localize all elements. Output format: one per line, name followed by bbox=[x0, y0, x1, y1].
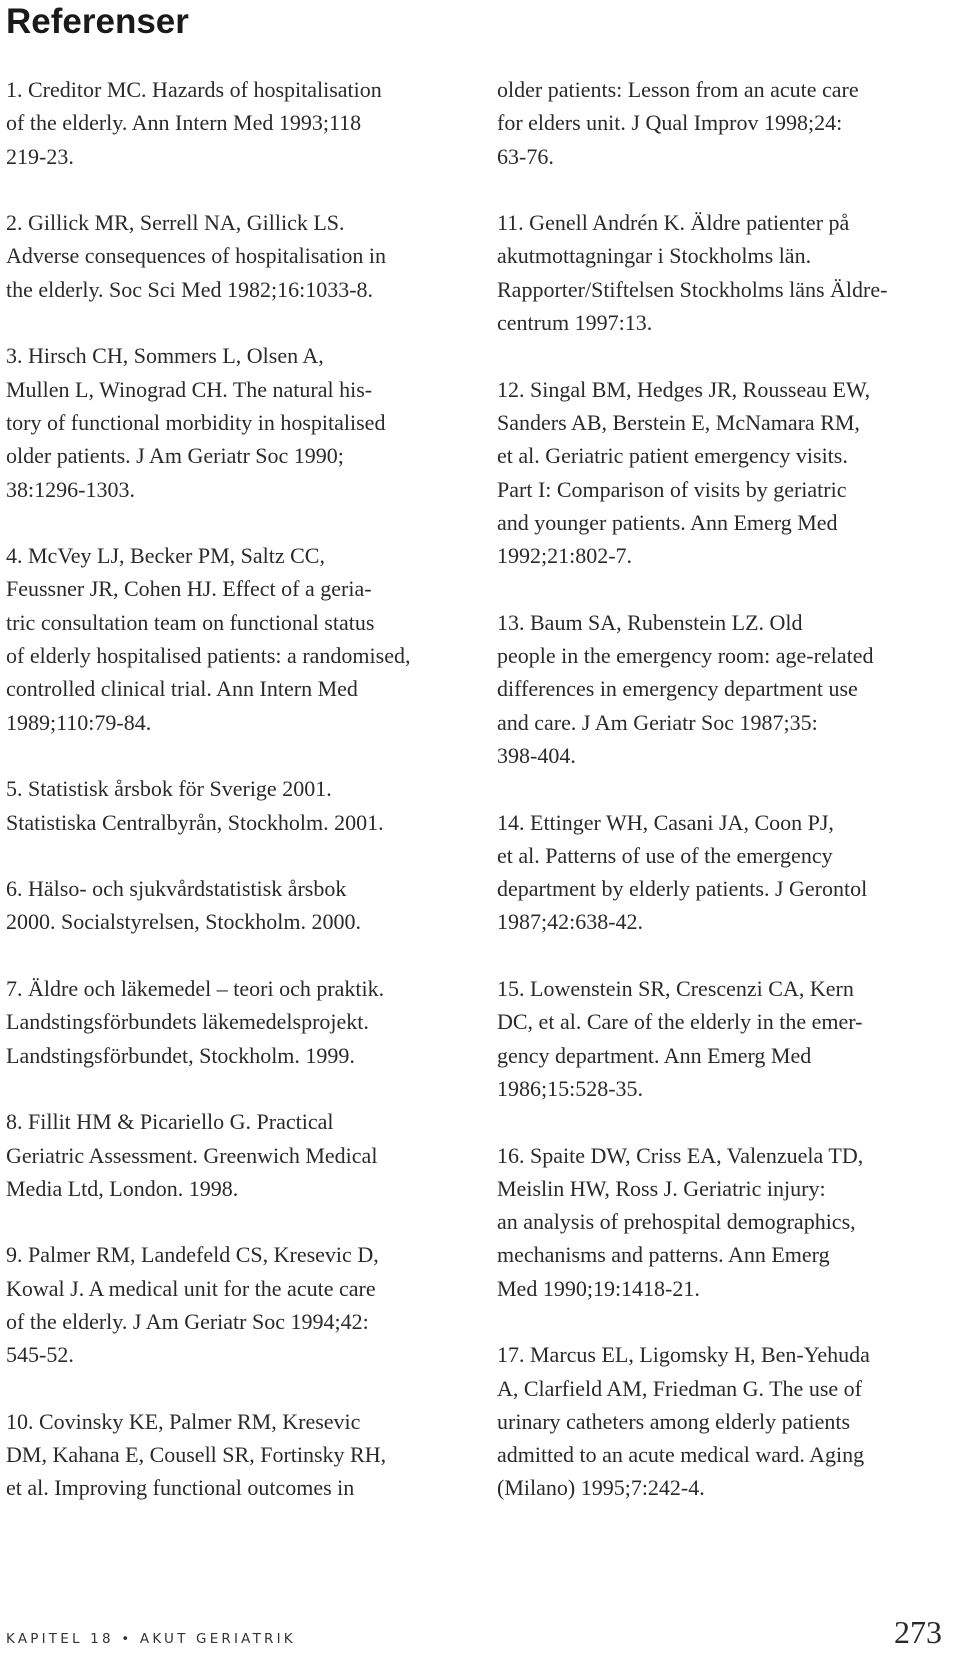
reference-line: akutmottagningar i Stockholms län. bbox=[497, 243, 812, 269]
reference-line: 10. Covinsky KE, Palmer RM, Kresevic bbox=[6, 1408, 361, 1434]
running-head: KAPITEL 18 • AKUT GERIATRIK bbox=[6, 1631, 296, 1647]
reference-entry bbox=[6, 1405, 458, 1505]
reference-spacer bbox=[497, 772, 949, 805]
reference-line: Part I: Comparison of visits by geriatric bbox=[497, 476, 847, 502]
reference-line: urinary catheters among elderly patients bbox=[497, 1408, 851, 1434]
page-title: Referenser bbox=[6, 2, 189, 41]
reference-line: et al. Geriatric patient emergency visits. bbox=[497, 443, 848, 469]
reference-line: and care. J Am Geriatr Soc 1987;35: bbox=[497, 709, 818, 735]
reference-line: Geriatric Assessment. Greenwich Medical bbox=[6, 1142, 378, 1168]
reference-entry bbox=[6, 339, 458, 505]
reference-line: differences in emergency department use bbox=[497, 676, 858, 702]
reference-line: older patients. J Am Geriatr Soc 1990; bbox=[6, 443, 344, 469]
reference-line: gency department. Ann Emerg Med bbox=[497, 1042, 812, 1068]
reference-line: Med 1990;19:1418-21. bbox=[497, 1275, 700, 1301]
reference-line: an analysis of prehospital demographics, bbox=[497, 1209, 856, 1235]
reference-line: et al. Patterns of use of the emergency bbox=[497, 842, 833, 868]
reference-line: tory of functional morbidity in hospitalised bbox=[6, 409, 386, 435]
reference-line: admitted to an acute medical ward. Aging bbox=[497, 1442, 865, 1468]
reference-spacer bbox=[497, 939, 949, 972]
reference-spacer bbox=[497, 1105, 949, 1138]
reference-line: 13. Baum SA, Rubenstein LZ. Old bbox=[497, 609, 803, 635]
reference-line: of the elderly. J Am Geriatr Soc 1994;42: bbox=[6, 1308, 369, 1334]
reference-line: 545-52. bbox=[6, 1342, 74, 1368]
reference-spacer bbox=[6, 839, 458, 872]
reference-entry bbox=[6, 972, 458, 1072]
reference-spacer bbox=[6, 1072, 458, 1105]
reference-line: of elderly hospitalised patients: a randomised, bbox=[6, 643, 411, 669]
page-number: 273 bbox=[894, 1614, 942, 1650]
reference-line: et al. Improving functional outcomes in bbox=[6, 1475, 355, 1501]
reference-line: 9. Palmer RM, Landefeld CS, Kresevic D, bbox=[6, 1242, 379, 1268]
reference-line: Landstingsförbundets läkemedelsprojekt. bbox=[6, 1009, 369, 1035]
reference-line: 2. Gillick MR, Serrell NA, Gillick LS. bbox=[6, 210, 345, 236]
reference-line: mechanisms and patterns. Ann Emerg bbox=[497, 1242, 830, 1268]
references-left-column bbox=[6, 73, 458, 1505]
reference-line: Kowal J. A medical unit for the acute care bbox=[6, 1275, 376, 1301]
reference-entry bbox=[497, 1139, 949, 1305]
reference-line: 1987;42:638-42. bbox=[497, 909, 644, 935]
reference-line: Adverse consequences of hospitalisation in bbox=[6, 243, 387, 269]
reference-line: Rapporter/Stiftelsen Stockholms läns Äldre- bbox=[497, 276, 888, 302]
reference-line: 3. Hirsch CH, Sommers L, Olsen A, bbox=[6, 343, 324, 369]
reference-line: 14. Ettinger WH, Casani JA, Coon PJ, bbox=[497, 809, 834, 835]
reference-spacer bbox=[6, 1205, 458, 1238]
reference-entry bbox=[6, 73, 458, 173]
reference-line: 7. Äldre och läkemedel – teori och praktik. bbox=[6, 976, 385, 1002]
reference-line: A, Clarfield AM, Friedman G. The use of bbox=[497, 1375, 862, 1401]
reference-line: 17. Marcus EL, Ligomsky H, Ben-Yehuda bbox=[497, 1342, 870, 1368]
reference-entry bbox=[497, 1338, 949, 1504]
reference-line: Landstingsförbundet, Stockholm. 1999. bbox=[6, 1042, 355, 1068]
reference-entry bbox=[497, 806, 949, 939]
reference-line: and younger patients. Ann Emerg Med bbox=[497, 509, 838, 535]
reference-line: of the elderly. Ann Intern Med 1993;118 bbox=[6, 110, 362, 136]
reference-spacer bbox=[6, 306, 458, 339]
reference-line: the elderly. Soc Sci Med 1982;16:1033-8. bbox=[6, 276, 374, 302]
reference-line: controlled clinical trial. Ann Intern Med bbox=[6, 676, 358, 702]
reference-entry bbox=[497, 373, 949, 573]
reference-line: (Milano) 1995;7:242-4. bbox=[497, 1475, 705, 1501]
reference-line: centrum 1997:13. bbox=[497, 310, 653, 336]
reference-entry bbox=[6, 1105, 458, 1205]
reference-line: 16. Spaite DW, Criss EA, Valenzuela TD, bbox=[497, 1142, 864, 1168]
reference-line: 398-404. bbox=[497, 742, 576, 768]
reference-spacer bbox=[6, 1372, 458, 1405]
reference-line: 8. Fillit HM & Picariello G. Practical bbox=[6, 1109, 334, 1135]
reference-line: DC, et al. Care of the elderly in the emer- bbox=[497, 1009, 863, 1035]
reference-line: 1992;21:802-7. bbox=[497, 543, 633, 569]
reference-line: 63-76. bbox=[497, 143, 554, 169]
reference-spacer bbox=[497, 572, 949, 605]
reference-line: Statistiska Centralbyrån, Stockholm. 2001. bbox=[6, 809, 384, 835]
reference-entry bbox=[6, 539, 458, 739]
reference-spacer bbox=[6, 739, 458, 772]
reference-line: 6. Hälso- och sjukvårdstatistisk årsbok bbox=[6, 876, 347, 902]
reference-line: Media Ltd, London. 1998. bbox=[6, 1175, 239, 1201]
reference-line: 1989;110:79-84. bbox=[6, 709, 152, 735]
reference-spacer bbox=[497, 173, 949, 206]
reference-line: Sanders AB, Berstein E, McNamara RM, bbox=[497, 409, 860, 435]
reference-line: 2000. Socialstyrelsen, Stockholm. 2000. bbox=[6, 909, 362, 935]
reference-spacer bbox=[6, 173, 458, 206]
reference-line: 15. Lowenstein SR, Crescenzi CA, Kern bbox=[497, 976, 854, 1002]
reference-line: 38:1296-1303. bbox=[6, 476, 135, 502]
reference-line: Meislin HW, Ross J. Geriatric injury: bbox=[497, 1175, 826, 1201]
reference-entry bbox=[497, 972, 949, 1105]
reference-line: department by elderly patients. J Gerontol bbox=[497, 876, 868, 902]
reference-line: 1. Creditor MC. Hazards of hospitalisation bbox=[6, 77, 382, 102]
reference-entry bbox=[6, 1238, 458, 1371]
reference-line: 5. Statistisk årsbok för Sverige 2001. bbox=[6, 776, 332, 802]
reference-line: 4. McVey LJ, Becker PM, Saltz CC, bbox=[6, 543, 325, 569]
reference-spacer bbox=[497, 339, 949, 372]
reference-line: Mullen L, Winograd CH. The natural his- bbox=[6, 376, 373, 402]
reference-line: 11. Genell Andrén K. Äldre patienter på bbox=[497, 210, 850, 236]
reference-line: 1986;15:528-35. bbox=[497, 1075, 644, 1101]
reference-entry bbox=[497, 73, 949, 173]
references-right-column bbox=[497, 73, 949, 1505]
reference-spacer bbox=[497, 1305, 949, 1338]
reference-line: DM, Kahana E, Cousell SR, Fortinsky RH, bbox=[6, 1442, 387, 1468]
reference-line: Feussner JR, Cohen HJ. Effect of a geria- bbox=[6, 576, 372, 602]
reference-line: older patients: Lesson from an acute care bbox=[497, 77, 859, 102]
reference-spacer bbox=[6, 506, 458, 539]
reference-line: 12. Singal BM, Hedges JR, Rousseau EW, bbox=[497, 376, 871, 402]
reference-entry bbox=[497, 606, 949, 772]
reference-entry bbox=[497, 206, 949, 339]
reference-entry bbox=[6, 772, 458, 839]
reference-line: for elders unit. J Qual Improv 1998;24: bbox=[497, 110, 843, 136]
reference-line: 219-23. bbox=[6, 143, 74, 169]
reference-line: tric consultation team on functional status bbox=[6, 609, 375, 635]
reference-line: people in the emergency room: age-related bbox=[497, 643, 874, 669]
reference-entry bbox=[6, 206, 458, 306]
reference-spacer bbox=[6, 939, 458, 972]
reference-entry bbox=[6, 872, 458, 939]
